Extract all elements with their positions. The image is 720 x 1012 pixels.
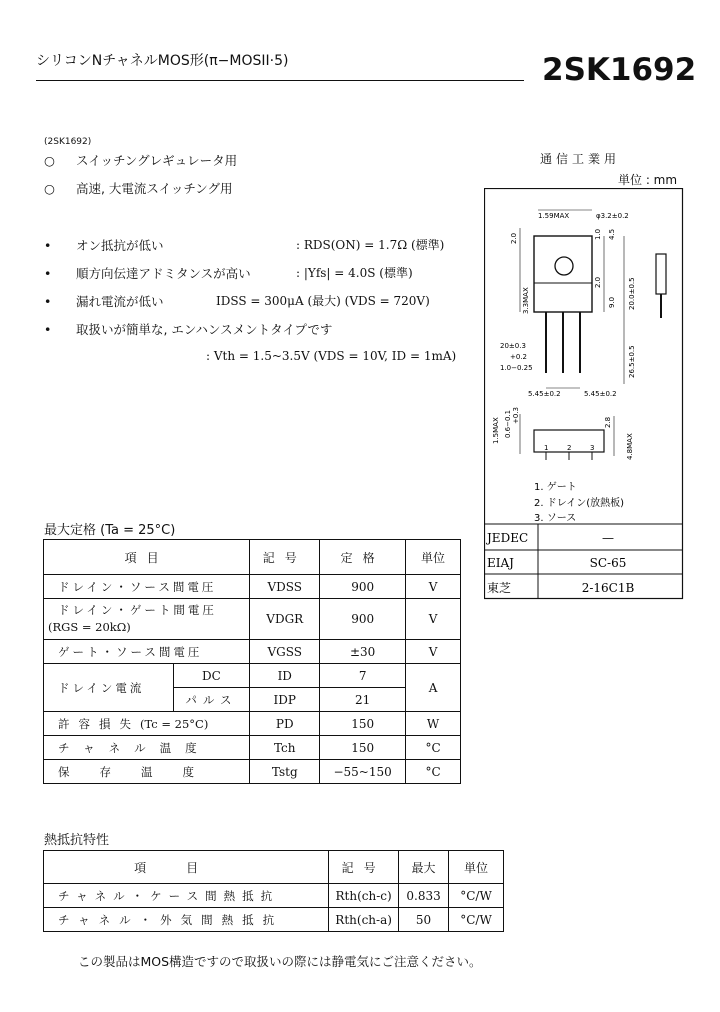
row-symbol: PD — [250, 712, 320, 736]
dim-label: 26.5±0.5 — [628, 345, 636, 378]
table-header-row — [44, 540, 461, 575]
feature-item — [44, 292, 164, 310]
circle-bullet-icon: ○ — [44, 181, 55, 196]
dim-label: +0.3 — [512, 407, 520, 424]
dim-label: 4.5 — [608, 228, 616, 240]
dim-label: 3.3MAX — [522, 287, 530, 314]
table-row — [44, 599, 461, 640]
row-item-text: 許容損失 — [58, 716, 140, 731]
row-subitem: パルス — [173, 688, 250, 712]
dim-label: 9.0 — [608, 296, 616, 308]
standard-value: 2-16C1B — [581, 581, 635, 595]
header-unit: 単位 — [406, 540, 461, 575]
mount-hole-icon — [555, 257, 573, 275]
row-item-line: ドレイン・ゲート間電圧 — [58, 603, 217, 617]
unit-label: 単位 : mm — [618, 173, 678, 187]
standard-name: JEDEC — [487, 531, 529, 545]
header-unit: 単位 — [449, 851, 504, 884]
header-item: 項目 — [44, 851, 329, 884]
feature-spec: IDSS = 300μA (最大) (VDS = 720V) — [216, 294, 430, 308]
table-row — [44, 575, 461, 599]
bullet-icon: • — [44, 322, 52, 337]
dim-label: 4.8MAX — [626, 433, 634, 460]
row-item-condition: (Tc = 25°C) — [140, 716, 209, 731]
row-item: チャネル・外気間熱抵抗 — [44, 908, 329, 932]
feature-text: 取扱いが簡単な, エンハンスメントタイプです — [75, 322, 333, 337]
pin-legend-item: 3. ソース — [534, 513, 577, 524]
circle-bullet-icon: ○ — [44, 153, 55, 168]
row-symbol: VGSS — [250, 640, 320, 664]
dim-label: +0.2 — [510, 353, 527, 361]
row-unit: °C/W — [449, 884, 504, 908]
row-unit: V — [406, 640, 461, 664]
header-symbol: 記号 — [329, 851, 399, 884]
feature-item — [44, 264, 251, 282]
dim-label: 1.0 — [594, 228, 602, 240]
row-symbol: Rth(ch-c) — [329, 884, 399, 908]
bullet-icon: • — [44, 238, 52, 253]
table-row — [44, 736, 461, 760]
row-max: 0.833 — [399, 884, 449, 908]
row-symbol: VDGR — [250, 599, 320, 640]
table-header-row — [44, 851, 504, 884]
dim-label: 2.0 — [510, 232, 518, 244]
dim-label: 0.6−0.1 — [504, 409, 512, 438]
row-symbol: ID — [250, 664, 320, 688]
application-item — [44, 151, 237, 169]
row-unit: V — [406, 599, 461, 640]
row-subitem: DC — [173, 664, 250, 688]
thermal-table — [43, 850, 504, 932]
row-rating: 900 — [320, 575, 406, 599]
table-row — [44, 664, 461, 688]
standard-name: 東芝 — [487, 581, 512, 595]
part-code-label: (2SK1692) — [44, 137, 92, 147]
pin-number: 3 — [590, 444, 595, 452]
header-item: 項目 — [44, 540, 250, 575]
row-item: 保存温度 — [44, 760, 250, 784]
row-symbol: Rth(ch-a) — [329, 908, 399, 932]
product-subtitle: シリコンNチャネルMOS形(π−MOSII·5) — [36, 53, 289, 69]
row-symbol: Tch — [250, 736, 320, 760]
row-item — [44, 712, 250, 736]
header-symbol: 記号 — [250, 540, 320, 575]
row-rating: 21 — [320, 688, 406, 712]
max-ratings-table — [43, 539, 461, 784]
row-item: ドレイン・ソース間電圧 — [44, 575, 250, 599]
thermal-title: 熱抵抗特性 — [44, 833, 110, 848]
esd-caution-note: この製品はMOS構造ですので取扱いの際には静電気にご注意ください。 — [78, 954, 482, 969]
table-row — [44, 908, 504, 932]
row-symbol: IDP — [250, 688, 320, 712]
table-row — [44, 712, 461, 736]
table-row — [44, 760, 461, 784]
row-unit: W — [406, 712, 461, 736]
row-item-condition: (RGS = 20kΩ) — [48, 620, 131, 634]
row-item — [44, 599, 250, 640]
header-rule — [36, 80, 524, 81]
table-row — [44, 640, 461, 664]
application-text: 高速, 大電流スイッチング用 — [75, 181, 233, 196]
row-rating: −55~150 — [320, 760, 406, 784]
header-rating: 定格 — [320, 540, 406, 575]
feature-text: 順方向伝達アドミタンスが高い — [75, 266, 251, 281]
vth-spec: : Vth = 1.5~3.5V (VDS = 10V, ID = 1mA) — [206, 349, 457, 363]
dim-label: 2.0 — [594, 276, 602, 288]
dim-label: 5.45±0.2 — [584, 390, 617, 398]
standard-value: SC-65 — [589, 556, 627, 570]
row-item: ドレイン電流 — [44, 664, 174, 712]
row-rating: 7 — [320, 664, 406, 688]
pin-number: 2 — [567, 444, 572, 452]
dim-label: 2.8 — [604, 416, 612, 428]
part-number: 2SK1692 — [542, 52, 697, 88]
application-item — [44, 179, 233, 197]
feature-spec: : RDS(ON) = 1.7Ω (標準) — [296, 238, 445, 252]
standard-value: — — [602, 531, 614, 545]
max-ratings-title: 最大定格 (Ta = 25°C) — [44, 523, 176, 538]
bullet-icon: • — [44, 266, 52, 281]
dim-label: φ3.2±0.2 — [596, 212, 629, 220]
row-max: 50 — [399, 908, 449, 932]
row-item: チャネル・ケース間熱抵抗 — [44, 884, 329, 908]
row-rating: 150 — [320, 736, 406, 760]
package-outline-drawing — [484, 188, 684, 600]
row-item: ゲート・ソース間電圧 — [44, 640, 250, 664]
dim-label: 1.0−0.25 — [500, 364, 533, 372]
row-unit: °C/W — [449, 908, 504, 932]
row-unit: °C — [406, 760, 461, 784]
feature-text: 漏れ電流が低い — [75, 294, 164, 309]
row-unit: A — [406, 664, 461, 712]
row-unit: V — [406, 575, 461, 599]
dim-label: 1.59MAX — [538, 212, 570, 220]
pin-legend-item: 2. ドレイン(放熱板) — [534, 498, 625, 509]
header-max: 最大 — [399, 851, 449, 884]
pin-number: 1 — [544, 444, 549, 452]
dim-label: 5.45±0.2 — [528, 390, 561, 398]
application-text: スイッチングレギュレータ用 — [75, 153, 238, 168]
standard-name: EIAJ — [487, 556, 514, 570]
bullet-icon: • — [44, 294, 52, 309]
row-rating: 150 — [320, 712, 406, 736]
feature-text: オン抵抗が低い — [75, 238, 164, 253]
row-symbol: Tstg — [250, 760, 320, 784]
dim-label: 20.0±0.5 — [628, 277, 636, 310]
row-unit: °C — [406, 736, 461, 760]
usage-label: 通信工業用 — [540, 152, 621, 166]
dim-label: 20±0.3 — [500, 342, 526, 350]
row-rating: ±30 — [320, 640, 406, 664]
package-body — [534, 236, 592, 312]
dim-label: 1.5MAX — [492, 417, 500, 444]
feature-spec: : |Yfs| = 4.0S (標準) — [296, 266, 413, 280]
row-symbol: VDSS — [250, 575, 320, 599]
row-rating: 900 — [320, 599, 406, 640]
feature-item — [44, 236, 164, 254]
table-row — [44, 884, 504, 908]
feature-item — [44, 320, 332, 338]
pin-legend-item: 1. ゲート — [534, 482, 577, 493]
row-item: チャネル温度 — [44, 736, 250, 760]
